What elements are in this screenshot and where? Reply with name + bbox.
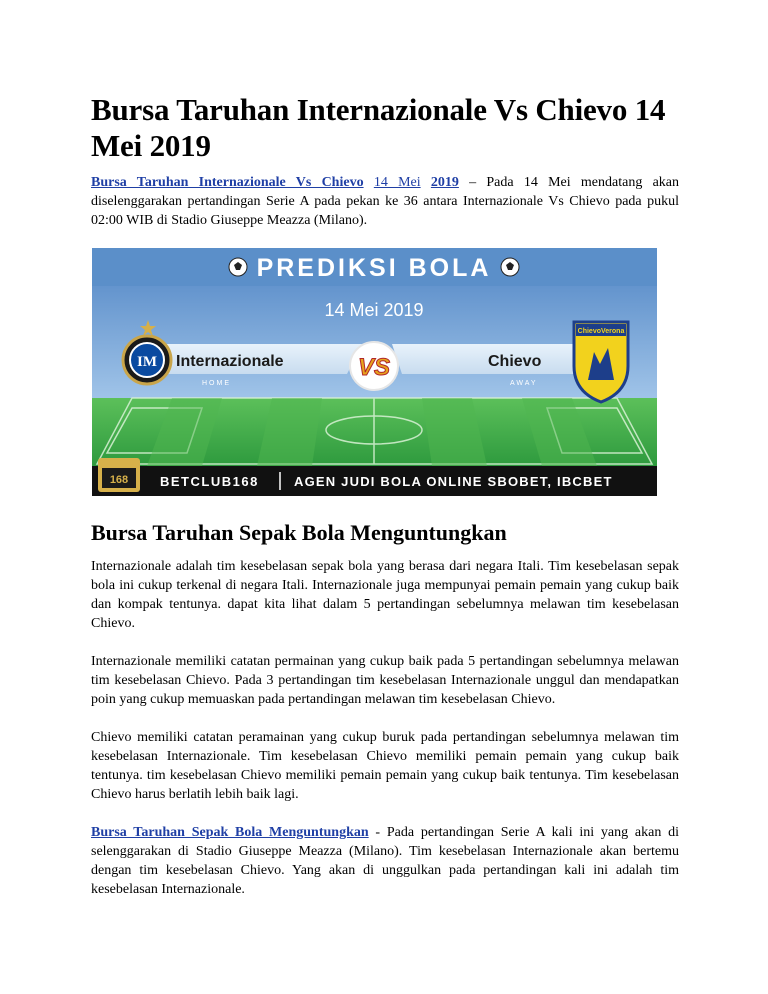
lead-paragraph	[91, 173, 679, 230]
banner-date: 14 Mei 2019	[324, 300, 424, 320]
brand-name: BETCLUB168	[160, 474, 259, 489]
prediction-banner	[92, 248, 657, 496]
page-title: Bursa Taruhan Internazionale Vs Chievo 14 Mei 2019	[91, 92, 666, 163]
paragraph-3: Chievo memiliki catatan peramainan yang cukup buruk pada pertandingan sebelumnya melawan tim kesebelasan Internazionale. Tim kesebelasan Chievo memiliki pemain pemain yang cukup baik tentunya. tim kesebelasan Chievo memiliki pemain pemain yang cukup baik tentunya. Tim kesebelasan Chievo harus berlatih lebih baik lagi.	[91, 730, 679, 802]
banner-heading: PREDIKSI BOLA	[256, 254, 492, 282]
betclub-logo-icon	[98, 458, 140, 492]
brand-tagline: AGEN JUDI BOLA ONLINE SBOBET, IBCBET	[294, 474, 613, 489]
paragraph-4-text: - Pada pertandingan Serie A kali ini yang akan di selenggarakan di Stadio Giuseppe Meazza (Milano). Tim kesebelasan Internazionale akan bertemu dengan tim kesebelasan Chievo. Yang akan di unggulkan pada pertandingan kali ini adalah tim kesebelasan Internazionale.	[91, 825, 679, 897]
away-label: AWAY	[510, 380, 538, 387]
document-page	[91, 92, 679, 899]
year-link[interactable]: 2019	[430, 175, 459, 190]
title-link[interactable]: Bursa Taruhan Internazionale Vs Chievo	[91, 175, 364, 190]
paragraph-4	[91, 823, 679, 899]
lead-text: – Pada 14 Mei mendatang akan diselenggarakan pertandingan Serie A pada pekan ke 36 antara Internazionale Vs Chievo pada pukul 02:00 WIB di Stadio Giuseppe Meazza (Milano).	[91, 175, 679, 228]
banner-graphic	[92, 248, 657, 496]
section-link[interactable]: Bursa Taruhan Sepak Bola Menguntungkan	[91, 825, 369, 840]
ball-icon-right	[501, 258, 519, 276]
paragraph-1: Internazionale adalah tim kesebelasan sepak bola yang berasa dari negara Itali. Tim kesebelasan sepak bola ini cukup terkenal di negara Itali. Internazionale juga mempunyai pemain pemain yang cukup baik dan kompak tentunya. dapat kita lihat dalam 5 pertandingan sebelumnya melawan tim kesebelasan Chievo.	[91, 559, 679, 631]
svg-text:IM: IM	[137, 354, 157, 370]
home-label: HOME	[202, 380, 231, 387]
home-team-name: Internazionale	[176, 353, 284, 370]
ball-icon-left	[229, 258, 247, 276]
svg-text:VS: VS	[357, 354, 391, 381]
chievo-crest-icon	[574, 322, 628, 402]
away-team-name: Chievo	[488, 353, 542, 370]
vs-badge	[350, 342, 398, 390]
section-title: Bursa Taruhan Sepak Bola Menguntungkan	[91, 520, 507, 545]
date-link[interactable]: 14 Mei	[373, 175, 421, 190]
svg-text:168: 168	[109, 474, 129, 486]
paragraph-2: Internazionale memiliki catatan permainan yang cukup baik pada 5 pertandingan sebelumnya melawan tim kesebelasan Chievo. Pada 3 pertandingan tim kesebelasan Internazionale unggul dan mendapatkan poin yang cukup memuaskan pada pertandingan melawan tim kesebelasan Chievo.	[91, 654, 679, 707]
svg-text:ChievoVerona: ChievoVerona	[577, 328, 625, 335]
